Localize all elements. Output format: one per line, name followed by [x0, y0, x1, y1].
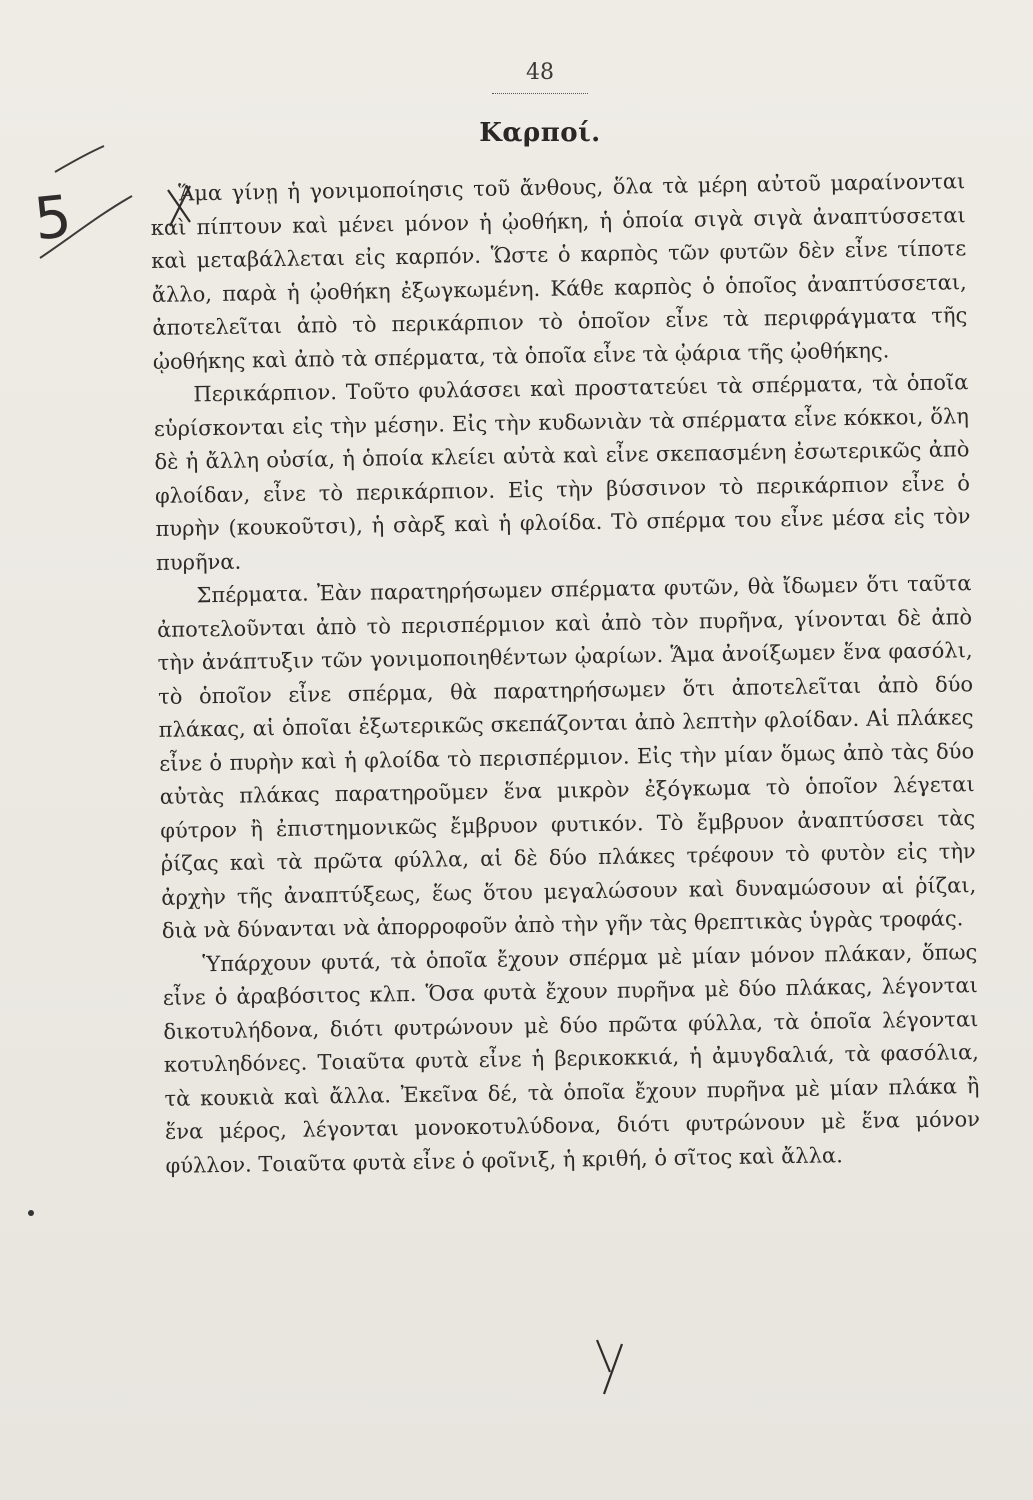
page-number: 48 [526, 60, 554, 85]
paragraph-cotyledons: Ὑπάρχουν φυτά, τὰ ὁποῖα ἔχουν σπέρμα μὲ μίαν μόνον πλάκαν, ὅπως εἶνε ὁ ἀραβόσιτος κλπ. Ὅσα φυτὰ ἔχουν πυρῆνα μὲ δύο πλάκας, λέγονται δικοτυλήδονα, διότι φυτρώνουν μὲ δύο πρῶτα φύλλα, τὰ ὁποῖα λέγονται κοτυληδόνες. Τοιαῦτα φυτὰ εἶνε ἡ βερικοκκιά, ἡ ἀμυγδαλιά, τὰ φασόλια, τὰ κουκιὰ καὶ ἄλλα. Ἐκεῖνα δέ, τὰ ὁποῖα ἔχουν πυρῆνα μὲ μίαν πλάκα ἢ ἕνα μέρος, λέγονται μονοκοτυλύδονα, διότι φυτρώνουν μὲ ἕνα μόνον φύλλον. Τοιαῦτα φυτὰ εἶνε ὁ φοῖνιξ, ἡ κριθή, ὁ σῖτος καὶ ἄλλα. [162, 939, 981, 1178]
start-cross-mark [168, 186, 190, 226]
paragraph-seeds: Σπέρματα. Ἐὰν παρατηρήσωμεν σπέρματα φυτῶν, θὰ ἴδωμεν ὅτι ταῦτα ἀποτελοῦνται ἀπὸ τὸ περισπέρμιον καὶ ἀπὸ τὸν πυρῆνα, γίνονται δὲ ἀπὸ τὴν ἀνάπτυξιν τῶν γονιμοποιηθέντων ᾠαρίων. Ἅμα ἀνοίξωμεν ἕνα φασόλι, τὸ ὁποῖον εἶνε σπέρμα, θὰ παρατηρήσωμεν ὅτι ἀποτελεῖται ἀπὸ δύο πλάκας, αἱ ὁποῖαι ἐξωτερικῶς σκεπάζονται ἀπὸ λεπτὴν φλοίδαν. Αἱ πλάκες εἶνε ὁ πυρὴν καὶ ἡ φλοίδα τὸ περισπέρμιον. Εἰς τὴν μίαν ὅμως ἀπὸ τὰς δύο αὐτὰς πλάκας παρατηροῦμεν ἕνα μικρὸν ἐξόγκωμα τὸ ὁποῖον λέγεται φύτρον ἢ ἐπιστημονικῶς ἔμβρυον φυτικόν. Τὸ ἔμβρυον ἀναπτύσσει τὰς ῥίζας καὶ τὰ πρῶτα φύλλα, αἱ δὲ δύο πλάκες τρέφουν τὸ φυτὸν εἰς τὴν ἀρχὴν τῆς ἀναπτύξεως, ἕως ὅτου μεγαλώσουν καὶ δυναμώσουν αἱ ῥίζαι, διὰ νὰ δύνανται νὰ ἀπορροφοῦν ἀπὸ τὴν γῆν τὰς θρεπτικὰς ὑγρὰς τροφάς. [156, 571, 977, 943]
margin-number: 5 [30, 181, 75, 254]
paragraph-fruits-intro: Ἅμα γίνῃ ἡ γονιμοποίησις τοῦ ἄνθους, ὅλα τὰ μέρη αὐτοῦ μαραίνονται καὶ πίπτουν καὶ μένει μόνον ἡ ᾠοθήκη, ἡ ὁποία σιγὰ σιγὰ ἀναπτύσσεται καὶ μεταβάλλεται εἰς καρπόν. Ὥστε ὁ καρπὸς τῶν φυτῶν δὲν εἶνε τίποτε ἄλλο, παρὰ ἡ ᾠοθήκη ἐξωγκωμένη. Κάθε καρπὸς ὁ ὁποῖος ἀναπτύσσεται, ἀποτελεῖται ἀπὸ τὸ περικάρπιον τὸ ὁποῖον εἶνε τὰ περιφράγματα τῆς ᾠοθήκης καὶ ἀπὸ τὰ σπέρματα, τὰ ὁποῖα εἶνε τὰ ᾠάρια τῆς ᾠοθήκης. [150, 169, 968, 374]
margin-dot [28, 1210, 34, 1216]
paragraph-pericarp: Περικάρπιον. Τοῦτο φυλάσσει καὶ προστατεύει τὰ σπέρματα, τὰ ὁποῖα εὑρίσκονται εἰς τὴν μέσην. Εἰς τὴν κυδωνιὰν τὰ σπέρματα εἶνε κόκκοι, ὅλη δὲ ἡ ἄλλη οὐσία, ἡ ὁποία κλείει αὐτὰ καὶ εἶνε σκεπασμένη ἐσωτερικῶς ἀπὸ φλοίδαν, εἶνε τὸ περικάρπιον. Εἰς τὴν βύσσινον τὸ περικάρπιον εἶνε ὁ πυρὴν (κουκοῦτσι), ἡ σὰρξ καὶ ἡ φλοίδα. Τὸ σπέρμα του εἶνε μέσα εἰς τὸν πυρῆνα. [153, 370, 971, 575]
end-cross-mark [597, 1340, 622, 1394]
pencil-stroke-upper [55, 146, 104, 172]
section-title: Καρποί. [479, 118, 601, 148]
